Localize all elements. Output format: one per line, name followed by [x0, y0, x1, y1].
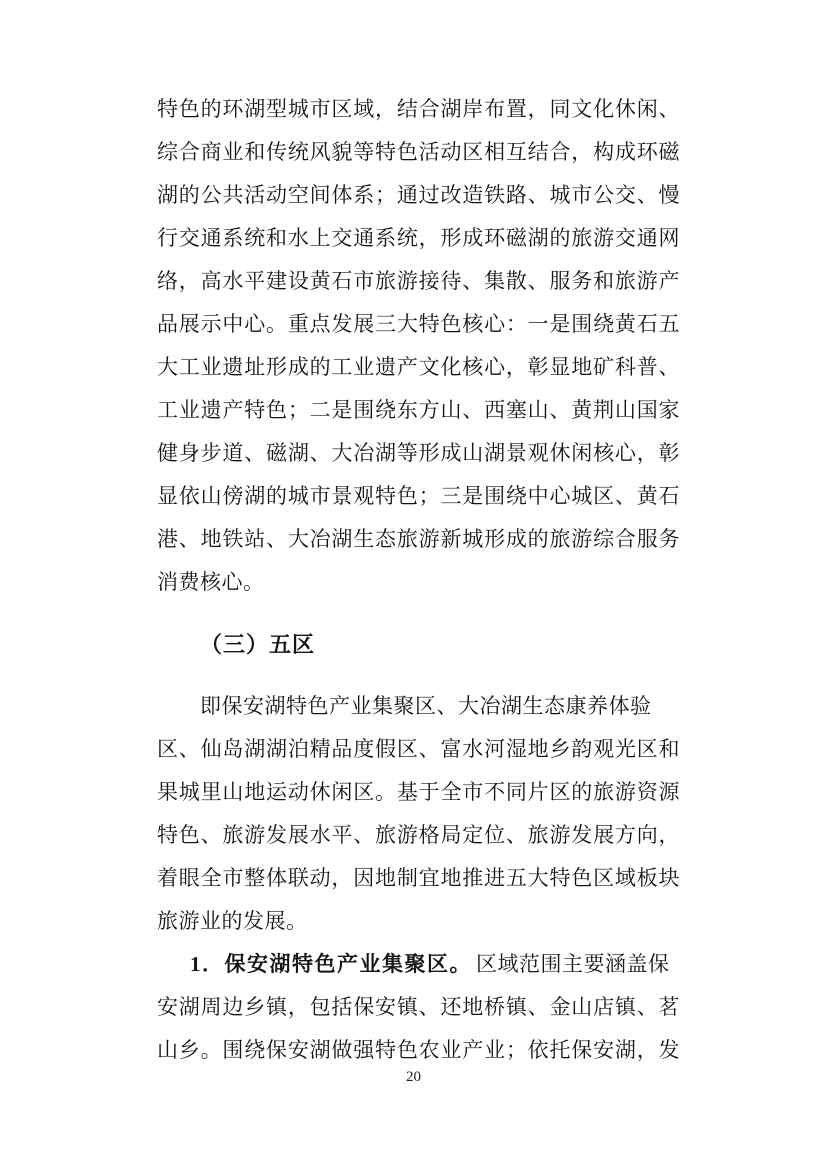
item-1-bold-title: 1．保安湖特色产业集聚区。	[190, 952, 472, 976]
text-line: 大工业遗址形成的工业遗产文化核心，彰显地矿科普、	[157, 355, 680, 379]
text-line: 安湖周边乡镇，包括保安镇、还地桥镇、金山店镇、茗	[157, 995, 680, 1019]
text-line: 综合商业和传统风貌等特色活动区相互结合，构成环磁	[157, 140, 680, 164]
page-number: 20	[406, 1069, 421, 1085]
text-line: 消费核心。	[157, 570, 265, 594]
text-line: 果城里山地运动休闲区。基于全市不同片区的旅游资源	[157, 780, 680, 804]
item-1-body-lines	[157, 986, 680, 1072]
text-line: 络，高水平建设黄石市旅游接待、集散、服务和旅游产	[157, 269, 680, 293]
text-line: 品展示中心。重点发展三大特色核心：一是围绕黄石五	[157, 312, 680, 336]
text-line: 山乡。围绕保安湖做强特色农业产业；依托保安湖，发	[157, 1038, 680, 1062]
paragraph-baoanhu-zone	[157, 943, 680, 1072]
section-heading: （三）五区	[200, 632, 316, 657]
text-line: 特色、旅游发展水平、旅游格局定位、旅游发展方向，	[157, 823, 680, 847]
text-line: 即保安湖特色产业集聚区、大冶湖生态康养体验	[200, 694, 652, 718]
text-line: 着眼全市整体联动，因地制宜地推进五大特色区域板块	[157, 866, 680, 890]
text-line: 显依山傍湖的城市景观特色；三是围绕中心城区、黄石	[157, 484, 680, 508]
text-line: 特色的环湖型城市区域，结合湖岸布置，同文化休闲、	[157, 97, 680, 121]
page-content	[157, 88, 680, 1072]
text-line: 行交通系统和水上交通系统，形成环磁湖的旅游交通网	[157, 226, 680, 250]
text-line: 健身步道、磁湖、大冶湖等形成山湖景观休闲核心，彰	[157, 441, 680, 465]
paragraph-five-zones	[157, 685, 680, 943]
text-line: 港、地铁站、大冶湖生态旅游新城形成的旅游综合服务	[157, 527, 680, 551]
text-line: 湖的公共活动空间体系；通过改造铁路、城市公交、慢	[157, 183, 680, 207]
item-1-lead-line	[157, 943, 680, 986]
text-line: 工业遗产特色；二是围绕东方山、西塞山、黄荆山国家	[157, 398, 680, 422]
item-1-lead-text: 区域范围主要涵盖保	[476, 952, 670, 976]
paragraph-continued	[157, 88, 680, 604]
text-line: 区、仙岛湖湖泊精品度假区、富水河湿地乡韵观光区和	[157, 737, 680, 761]
text-line: 旅游业的发展。	[157, 909, 308, 933]
